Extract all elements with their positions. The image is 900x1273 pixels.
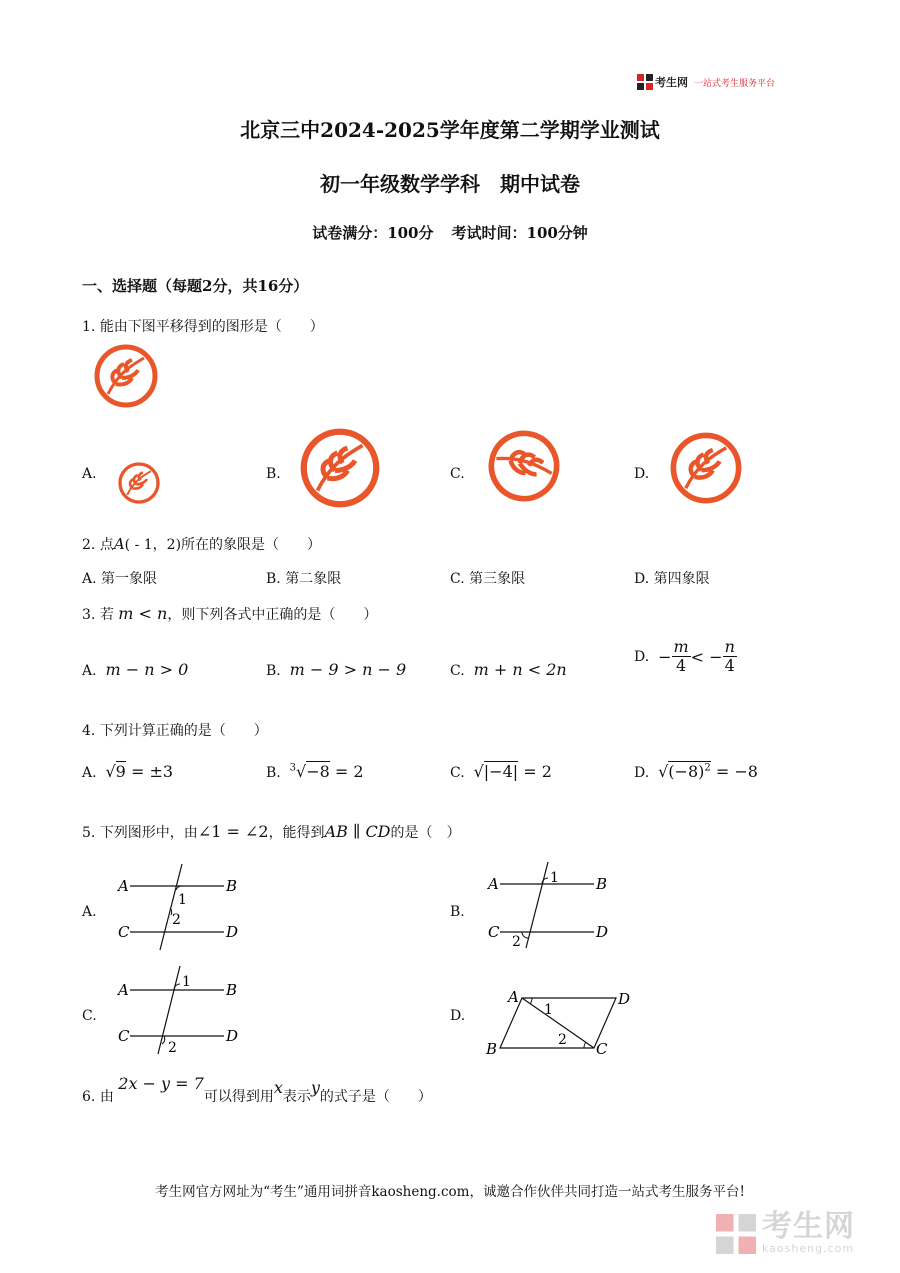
angle-2-label: 2 bbox=[512, 934, 521, 950]
question-4 bbox=[82, 720, 268, 740]
brand-badge bbox=[637, 72, 775, 92]
root-index: 3 bbox=[289, 762, 297, 774]
question-text-post: 的是（ ） bbox=[390, 825, 461, 841]
fraction-m-over-4 bbox=[672, 638, 691, 676]
point-a-label: A bbox=[118, 877, 129, 895]
radicand: |−4| bbox=[483, 762, 519, 781]
option-label: D. bbox=[634, 571, 650, 587]
point-d-label: D bbox=[226, 1027, 239, 1045]
angle-1-arc bbox=[530, 998, 532, 1004]
point-d-label: D bbox=[618, 990, 631, 1008]
transversal bbox=[526, 862, 548, 948]
question-number: 1. bbox=[82, 319, 96, 335]
question-text-mid: ，能得到 bbox=[268, 825, 325, 841]
watermark-brand: 考生网 bbox=[762, 1209, 855, 1244]
question-text-post: ( - 1，2)所在的象限是（ ） bbox=[124, 537, 322, 553]
watermark-text bbox=[762, 1209, 855, 1255]
question-number: 4. bbox=[82, 723, 96, 739]
fraction-n-over-4 bbox=[723, 638, 737, 676]
question-text-mid: 可以得到用 bbox=[203, 1089, 274, 1105]
wheat-logo-small-icon bbox=[118, 462, 160, 504]
var-y: y bbox=[310, 1078, 320, 1097]
point-c-label: C bbox=[596, 1040, 608, 1058]
question-text-pre: 点 bbox=[99, 537, 114, 553]
question-1 bbox=[82, 316, 324, 336]
question-text-post: 的式子是（ ） bbox=[319, 1089, 432, 1105]
section-title: 一、选择题（每题2分，共16分） bbox=[82, 277, 309, 295]
point-a-label: A bbox=[488, 875, 499, 893]
brand-logo bbox=[637, 74, 688, 90]
point-b-label: B bbox=[226, 981, 238, 999]
question-number: 6. bbox=[82, 1089, 96, 1105]
kaosheng-watermark-icon bbox=[716, 1214, 756, 1254]
expr-rest: = 2 bbox=[334, 762, 364, 781]
sqrt-expr: √9 = ±3 bbox=[105, 762, 174, 781]
q3-option-c bbox=[450, 660, 567, 679]
parallel-lines-figure-b bbox=[482, 858, 622, 950]
option-text: 第三象限 bbox=[469, 571, 526, 587]
radicand: −8 bbox=[306, 762, 330, 781]
sqrt-abs-expr: √|−4| = 2 bbox=[473, 762, 552, 781]
point-c-label: C bbox=[118, 923, 130, 941]
option-d-label: D. bbox=[634, 466, 650, 482]
option-label: B. bbox=[266, 765, 281, 781]
denominator: 4 bbox=[724, 656, 735, 676]
wheat-logo-large-icon bbox=[300, 428, 380, 508]
question-text-mid2: 表示 bbox=[282, 1089, 311, 1105]
q5-option-a-label: A. bbox=[82, 904, 97, 920]
option-b-label: B. bbox=[266, 466, 281, 482]
parallel-lines-figure-a bbox=[112, 860, 252, 952]
condition-expr: m < n bbox=[118, 604, 168, 623]
kaosheng-logo-icon bbox=[637, 74, 653, 90]
sqrt-square-expr: $√(-8)^2 = -8$ bbox=[658, 762, 758, 781]
parallelogram-figure-d bbox=[482, 984, 642, 1058]
radicand: 9 bbox=[115, 762, 126, 781]
q4-option-b bbox=[266, 762, 364, 781]
q3-option-d bbox=[634, 638, 737, 676]
option-text: 第一象限 bbox=[101, 571, 158, 587]
watermark-url: kaosheng.com bbox=[762, 1242, 855, 1255]
question-2 bbox=[82, 534, 321, 554]
q2-option-c bbox=[450, 568, 525, 588]
point-d-label: D bbox=[226, 923, 239, 941]
angle-2-label: 2 bbox=[558, 1032, 567, 1048]
numerator: m bbox=[673, 637, 689, 656]
point-a-label: A bbox=[508, 988, 519, 1006]
option-label: C. bbox=[450, 571, 465, 587]
denominator: 4 bbox=[675, 656, 687, 676]
angle-1-label: 1 bbox=[182, 974, 191, 990]
option-text: 第四象限 bbox=[653, 571, 710, 587]
numerator: n bbox=[724, 637, 735, 656]
angle-2-arc bbox=[522, 932, 528, 938]
q4-option-d bbox=[634, 762, 758, 781]
angle-2-label: 2 bbox=[172, 912, 181, 928]
question-text-pre: 若 bbox=[99, 607, 114, 623]
point-c-label: C bbox=[118, 1027, 130, 1045]
expr-rest: = 2 bbox=[523, 762, 552, 781]
q2-option-b bbox=[266, 568, 341, 588]
point-b-label: B bbox=[596, 875, 608, 893]
exponent: 2 bbox=[704, 762, 711, 774]
condition-expr: ∠1 = ∠2 bbox=[197, 822, 269, 841]
point-b-label: B bbox=[226, 877, 238, 895]
option-label: A. bbox=[82, 663, 97, 679]
question-5 bbox=[82, 822, 461, 842]
expr-rest: = ±3 bbox=[130, 762, 174, 781]
brand-name: 考生网 bbox=[655, 76, 688, 89]
q2-option-a bbox=[82, 568, 157, 588]
option-label: B. bbox=[266, 571, 281, 587]
var-x: x bbox=[273, 1078, 283, 1097]
option-c-label: C. bbox=[450, 466, 465, 482]
option-label: D. bbox=[634, 648, 650, 665]
angle-2-label: 2 bbox=[168, 1040, 177, 1056]
option-expr: m − n > 0 bbox=[105, 660, 189, 679]
option-a-label: A. bbox=[82, 466, 97, 482]
point-a-label: A bbox=[118, 981, 129, 999]
question-text-pre: 由 bbox=[99, 1089, 114, 1105]
q5-option-b-label: B. bbox=[450, 904, 465, 920]
angle-1-label: 1 bbox=[550, 870, 559, 886]
question-number: 2. bbox=[82, 537, 96, 553]
expr-rest: = −8 bbox=[715, 762, 758, 781]
point-label: A bbox=[113, 535, 125, 553]
option-text: 第二象限 bbox=[285, 571, 342, 587]
question-3 bbox=[82, 604, 377, 624]
wheat-logo-rotated-icon bbox=[488, 430, 560, 502]
radicand: (−8) bbox=[668, 762, 705, 781]
question-6 bbox=[82, 1074, 432, 1106]
brand-slogan: 一站式考生服务平台 bbox=[694, 78, 776, 89]
exam-time: 考试时间：100分钟 bbox=[451, 224, 588, 242]
question-number: 3. bbox=[82, 607, 96, 623]
point-c-label: C bbox=[488, 923, 500, 941]
q3-option-b bbox=[266, 660, 406, 679]
question-text-pre: 下列图形中，由 bbox=[99, 825, 198, 841]
question-text-post: ，则下列各式中正确的是（ ） bbox=[167, 607, 378, 623]
question-text: 下列计算正确的是（ ） bbox=[99, 723, 268, 739]
angle-1-label: 1 bbox=[178, 892, 187, 908]
exam-info bbox=[0, 222, 900, 243]
option-label: B. bbox=[266, 663, 281, 679]
less-than-neg: < − bbox=[690, 647, 723, 667]
parallel-lines-figure-c bbox=[112, 962, 252, 1058]
q5-option-c-label: C. bbox=[82, 1008, 97, 1024]
angle-1-label: 1 bbox=[544, 1002, 553, 1018]
page-title: 北京三中2024-2025学年度第二学期学业测试 bbox=[240, 118, 660, 142]
equation-expr: 2x − y = 7 bbox=[118, 1074, 204, 1093]
option-label: C. bbox=[450, 765, 465, 781]
q4-option-c bbox=[450, 762, 552, 781]
q2-option-d bbox=[634, 568, 710, 588]
q3-option-a bbox=[82, 660, 188, 679]
q4-option-a bbox=[82, 762, 173, 781]
q5-option-d-label: D. bbox=[450, 1008, 466, 1024]
cbrt-expr: $^3$√−8 = 2 bbox=[289, 762, 364, 781]
point-b-label: B bbox=[486, 1040, 498, 1058]
full-score: 试卷满分：100分 bbox=[312, 224, 434, 242]
question-number: 5. bbox=[82, 825, 96, 841]
option-label: A. bbox=[82, 765, 97, 781]
option-expr: m + n < 2n bbox=[473, 660, 567, 679]
wheat-logo-icon bbox=[94, 344, 158, 408]
wheat-logo-same-icon bbox=[670, 432, 742, 504]
footer-note: 考生网官方网址为“考生”通用词拼音kaosheng.com，诚邀合作伙伴共同打造一站式考生服务平台! bbox=[155, 1184, 745, 1200]
point-d-label: D bbox=[596, 923, 609, 941]
option-label: C. bbox=[450, 663, 465, 679]
radicand-group bbox=[668, 761, 710, 781]
watermark bbox=[716, 1209, 855, 1255]
option-expr: m − 9 > n − 9 bbox=[289, 660, 407, 679]
option-label: A. bbox=[82, 571, 97, 587]
page-subtitle: 初一年级数学学科 期中试卷 bbox=[320, 172, 580, 196]
neg-sign: − bbox=[658, 647, 672, 667]
angle-2-arc bbox=[584, 1042, 586, 1048]
option-label: D. bbox=[634, 765, 650, 781]
conclusion-expr: AB ∥ CD bbox=[324, 822, 391, 841]
question-text: 能由下图平移得到的图形是（ ） bbox=[99, 319, 324, 335]
